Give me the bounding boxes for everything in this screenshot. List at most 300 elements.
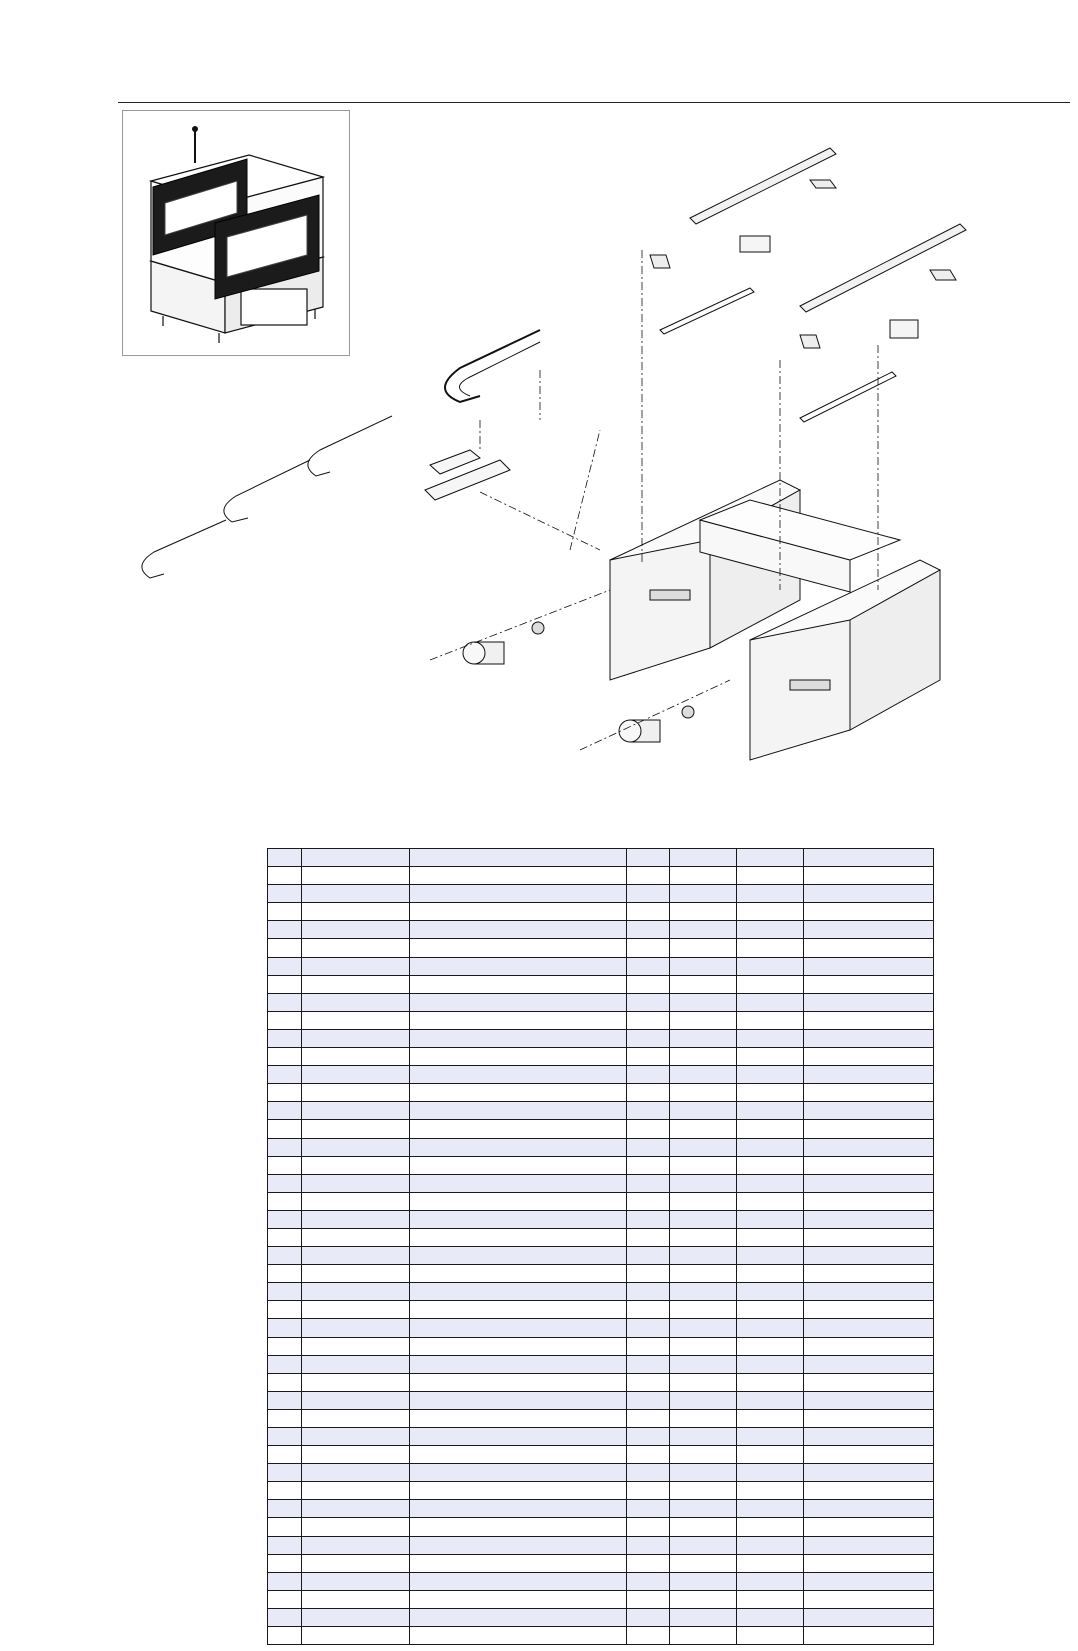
table-cell [268, 1608, 302, 1626]
table-cell [302, 975, 410, 993]
table-cell [627, 1482, 670, 1500]
table-cell [268, 849, 302, 867]
table-cell [737, 939, 804, 957]
table-cell [737, 867, 804, 885]
table-cell [627, 1518, 670, 1536]
table-row [268, 849, 934, 867]
table-cell [670, 1590, 737, 1608]
table-cell [627, 1391, 670, 1409]
table-cell [268, 1572, 302, 1590]
table-cell [268, 957, 302, 975]
table-cell [627, 1265, 670, 1283]
table-cell [804, 1138, 934, 1156]
table-cell [410, 975, 627, 993]
table-cell [410, 1011, 627, 1029]
table-cell [804, 1536, 934, 1554]
table-row [268, 921, 934, 939]
table-cell [410, 1029, 627, 1047]
table-cell [670, 1084, 737, 1102]
table-cell [302, 1048, 410, 1066]
table-cell [410, 903, 627, 921]
table-cell [804, 1446, 934, 1464]
table-row [268, 1265, 934, 1283]
table-row [268, 993, 934, 1011]
table-cell [804, 1590, 934, 1608]
table-cell [302, 1319, 410, 1337]
table-cell [268, 1518, 302, 1536]
table-cell [410, 993, 627, 1011]
table-cell [737, 921, 804, 939]
table-cell [670, 1373, 737, 1391]
table-row [268, 1518, 934, 1536]
table-cell [670, 1482, 737, 1500]
table-cell [302, 1301, 410, 1319]
table-cell [627, 1446, 670, 1464]
table-cell [410, 1446, 627, 1464]
table-cell [627, 1464, 670, 1482]
table-cell [627, 1029, 670, 1047]
table-cell [804, 903, 934, 921]
table-cell [804, 1355, 934, 1373]
table-row [268, 903, 934, 921]
table-cell [627, 1192, 670, 1210]
table-cell [410, 1319, 627, 1337]
table-cell [302, 1265, 410, 1283]
table-row [268, 957, 934, 975]
table-cell [410, 1337, 627, 1355]
table-cell [410, 1590, 627, 1608]
table-cell [670, 1048, 737, 1066]
table-cell [670, 1265, 737, 1283]
table-cell [302, 1120, 410, 1138]
table-cell [737, 1048, 804, 1066]
table-cell [737, 849, 804, 867]
table-cell [627, 1554, 670, 1572]
table-cell [737, 1265, 804, 1283]
table-cell [804, 1572, 934, 1590]
table-cell [410, 1120, 627, 1138]
table-cell [302, 1590, 410, 1608]
table-cell [804, 1319, 934, 1337]
table-cell [268, 885, 302, 903]
table-cell [268, 1482, 302, 1500]
table-cell [410, 1608, 627, 1626]
table-cell [804, 1464, 934, 1482]
table-cell [268, 1247, 302, 1265]
table-cell [737, 1554, 804, 1572]
table-cell [670, 1446, 737, 1464]
table-cell [410, 1228, 627, 1246]
table-cell [737, 1156, 804, 1174]
table-cell [670, 921, 737, 939]
table-cell [302, 1210, 410, 1228]
table-cell [737, 1355, 804, 1373]
table-cell [410, 1536, 627, 1554]
table-cell [804, 1102, 934, 1120]
table-cell [302, 1174, 410, 1192]
table-cell [737, 1029, 804, 1047]
table-cell [737, 1120, 804, 1138]
table-cell [627, 921, 670, 939]
table-cell [670, 1247, 737, 1265]
table-cell [627, 1084, 670, 1102]
table-cell [737, 1337, 804, 1355]
table-cell [737, 1482, 804, 1500]
table-cell [410, 1572, 627, 1590]
table-cell [268, 1500, 302, 1518]
table-cell [670, 1572, 737, 1590]
table-cell [410, 867, 627, 885]
table-cell [302, 957, 410, 975]
table-cell [410, 1210, 627, 1228]
table-cell [737, 1409, 804, 1427]
table-cell [804, 1011, 934, 1029]
table-row [268, 885, 934, 903]
table-cell [302, 1627, 410, 1645]
table-row [268, 1029, 934, 1047]
table-cell [268, 1066, 302, 1084]
table-cell [737, 1102, 804, 1120]
table-cell [268, 1373, 302, 1391]
table-cell [670, 1011, 737, 1029]
table-cell [670, 1554, 737, 1572]
table-cell [737, 1464, 804, 1482]
table-cell [302, 1536, 410, 1554]
table-cell [627, 1627, 670, 1645]
table-cell [737, 1373, 804, 1391]
table-cell [670, 993, 737, 1011]
table-cell [804, 1301, 934, 1319]
table-cell [737, 1590, 804, 1608]
table-row [268, 1156, 934, 1174]
table-cell [268, 939, 302, 957]
table-cell [670, 903, 737, 921]
table-cell [410, 1084, 627, 1102]
table-cell [670, 1319, 737, 1337]
table-cell [302, 1084, 410, 1102]
table-cell [410, 939, 627, 957]
table-cell [302, 1428, 410, 1446]
table-cell [268, 1319, 302, 1337]
table-cell [410, 849, 627, 867]
table-cell [627, 1373, 670, 1391]
table-cell [302, 903, 410, 921]
table-cell [302, 867, 410, 885]
table-cell [302, 1138, 410, 1156]
table-cell [627, 939, 670, 957]
table-cell [737, 1500, 804, 1518]
gantry-exploded-view-icon [130, 120, 1070, 820]
table-cell [268, 1536, 302, 1554]
table-row [268, 1409, 934, 1427]
table-cell [410, 1500, 627, 1518]
table-cell [302, 939, 410, 957]
table-cell [268, 1409, 302, 1427]
table-cell [627, 1590, 670, 1608]
table-cell [804, 1066, 934, 1084]
table-cell [670, 1283, 737, 1301]
table-cell [302, 1337, 410, 1355]
table-cell [737, 1210, 804, 1228]
table-cell [670, 1066, 737, 1084]
table-cell [627, 1337, 670, 1355]
table-cell [737, 1138, 804, 1156]
table-cell [627, 1355, 670, 1373]
table-cell [302, 1608, 410, 1626]
table-cell [670, 1102, 737, 1120]
table-cell [804, 849, 934, 867]
table-cell [302, 1482, 410, 1500]
table-row [268, 1391, 934, 1409]
table-cell [302, 1355, 410, 1373]
table-cell [268, 1174, 302, 1192]
table-cell [268, 1138, 302, 1156]
table-cell [804, 957, 934, 975]
table-cell [737, 1446, 804, 1464]
table-row [268, 1536, 934, 1554]
table-cell [627, 1102, 670, 1120]
table-cell [410, 957, 627, 975]
table-cell [627, 1066, 670, 1084]
table-cell [804, 975, 934, 993]
table-cell [627, 1247, 670, 1265]
table-cell [268, 1265, 302, 1283]
table-cell [268, 1210, 302, 1228]
table-row [268, 1446, 934, 1464]
table-cell [268, 1428, 302, 1446]
table-cell [410, 1301, 627, 1319]
table-cell [737, 1572, 804, 1590]
table-cell [302, 1572, 410, 1590]
table-cell [737, 1174, 804, 1192]
table-cell [804, 1120, 934, 1138]
table-cell [268, 1337, 302, 1355]
table-cell [410, 1048, 627, 1066]
table-cell [302, 1247, 410, 1265]
table-cell [670, 1029, 737, 1047]
table-row [268, 1048, 934, 1066]
table-cell [737, 993, 804, 1011]
table-cell [302, 1011, 410, 1029]
table-cell [670, 1536, 737, 1554]
table-cell [737, 885, 804, 903]
table-cell [670, 1464, 737, 1482]
table-cell [804, 1608, 934, 1626]
table-cell [670, 1228, 737, 1246]
table-row [268, 1608, 934, 1626]
table-cell [627, 885, 670, 903]
table-cell [670, 1627, 737, 1645]
table-row [268, 1138, 934, 1156]
table-cell [302, 1446, 410, 1464]
table-cell [670, 1518, 737, 1536]
table-cell [627, 1283, 670, 1301]
table-row [268, 975, 934, 993]
table-cell [804, 1373, 934, 1391]
table-cell [268, 1590, 302, 1608]
table-cell [268, 1554, 302, 1572]
table-cell [670, 1500, 737, 1518]
table-cell [670, 1428, 737, 1446]
table-row [268, 1066, 934, 1084]
table-row [268, 1500, 934, 1518]
table-cell [410, 1265, 627, 1283]
table-cell [804, 921, 934, 939]
table-cell [737, 1627, 804, 1645]
table-cell [268, 1102, 302, 1120]
table-cell [670, 1174, 737, 1192]
header-rule [118, 102, 1070, 103]
table-cell [804, 1048, 934, 1066]
table-cell [302, 1464, 410, 1482]
table-cell [627, 1138, 670, 1156]
table-cell [627, 1048, 670, 1066]
table-cell [737, 1192, 804, 1210]
table-cell [737, 1608, 804, 1626]
table-cell [804, 1210, 934, 1228]
table-cell [670, 1138, 737, 1156]
table-row [268, 1283, 934, 1301]
table-cell [804, 1029, 934, 1047]
table-cell [737, 957, 804, 975]
table-cell [268, 1011, 302, 1029]
table-cell [302, 921, 410, 939]
table-cell [268, 1283, 302, 1301]
table-cell [268, 1464, 302, 1482]
table-cell [268, 1301, 302, 1319]
table-cell [302, 1102, 410, 1120]
table-row [268, 1464, 934, 1482]
table-cell [302, 1228, 410, 1246]
table-cell [627, 1120, 670, 1138]
table-cell [670, 849, 737, 867]
table-cell [804, 1482, 934, 1500]
table-cell [804, 993, 934, 1011]
table-row [268, 1174, 934, 1192]
table-cell [268, 1048, 302, 1066]
table-row [268, 1355, 934, 1373]
table-cell [268, 1355, 302, 1373]
table-cell [627, 1536, 670, 1554]
table-cell [410, 1464, 627, 1482]
table-cell [410, 921, 627, 939]
table-cell [268, 1120, 302, 1138]
table-cell [737, 1391, 804, 1409]
table-cell [627, 1500, 670, 1518]
table-cell [737, 1283, 804, 1301]
table-cell [410, 1373, 627, 1391]
table-cell [627, 957, 670, 975]
table-cell [627, 1409, 670, 1427]
table-row [268, 1627, 934, 1645]
table-cell [737, 1536, 804, 1554]
table-cell [804, 1554, 934, 1572]
table-cell [410, 1627, 627, 1645]
gantry-exploded-view [130, 120, 1070, 820]
table-cell [268, 1446, 302, 1464]
table-cell [670, 1156, 737, 1174]
table-row [268, 867, 934, 885]
table-cell [804, 1192, 934, 1210]
table-row [268, 1102, 934, 1120]
table-cell [670, 1337, 737, 1355]
table-cell [804, 1084, 934, 1102]
table-cell [804, 1228, 934, 1246]
table-cell [804, 1409, 934, 1427]
table-cell [627, 1301, 670, 1319]
table-cell [670, 1192, 737, 1210]
table-cell [737, 1011, 804, 1029]
table-cell [302, 1066, 410, 1084]
parts-list-table [267, 848, 934, 1645]
table-cell [627, 1319, 670, 1337]
table-row [268, 1084, 934, 1102]
table-cell [302, 1156, 410, 1174]
table-cell [268, 1391, 302, 1409]
table-cell [804, 1337, 934, 1355]
table-row [268, 1120, 934, 1138]
table-cell [804, 1500, 934, 1518]
table-row [268, 1319, 934, 1337]
table-cell [670, 1120, 737, 1138]
table-cell [670, 1409, 737, 1427]
table-cell [302, 1409, 410, 1427]
table-cell [670, 867, 737, 885]
table-cell [268, 1627, 302, 1645]
table-cell [268, 867, 302, 885]
table-row [268, 1301, 934, 1319]
table-cell [627, 1174, 670, 1192]
table-cell [737, 903, 804, 921]
table-cell [410, 1283, 627, 1301]
table-cell [670, 957, 737, 975]
table-cell [627, 1228, 670, 1246]
table-cell [804, 1156, 934, 1174]
table-cell [804, 1174, 934, 1192]
table-row [268, 1210, 934, 1228]
table-cell [670, 939, 737, 957]
table-cell [737, 1518, 804, 1536]
table-cell [804, 939, 934, 957]
table-cell [804, 1391, 934, 1409]
table-cell [627, 867, 670, 885]
table-cell [410, 1247, 627, 1265]
table-row [268, 1373, 934, 1391]
table-cell [627, 975, 670, 993]
table-cell [670, 1391, 737, 1409]
table-cell [410, 1174, 627, 1192]
table-cell [737, 1084, 804, 1102]
table-cell [410, 1066, 627, 1084]
table-cell [268, 1156, 302, 1174]
table-row [268, 1554, 934, 1572]
table-cell [627, 1210, 670, 1228]
table-cell [302, 1518, 410, 1536]
table-cell [410, 1428, 627, 1446]
table-cell [627, 1011, 670, 1029]
table-cell [302, 849, 410, 867]
table-cell [670, 1210, 737, 1228]
table-row [268, 1228, 934, 1246]
table-cell [410, 1482, 627, 1500]
table-cell [627, 849, 670, 867]
table-cell [670, 1355, 737, 1373]
table-row [268, 939, 934, 957]
table-row [268, 1572, 934, 1590]
table-cell [410, 1518, 627, 1536]
table-cell [410, 885, 627, 903]
table-cell [627, 1572, 670, 1590]
